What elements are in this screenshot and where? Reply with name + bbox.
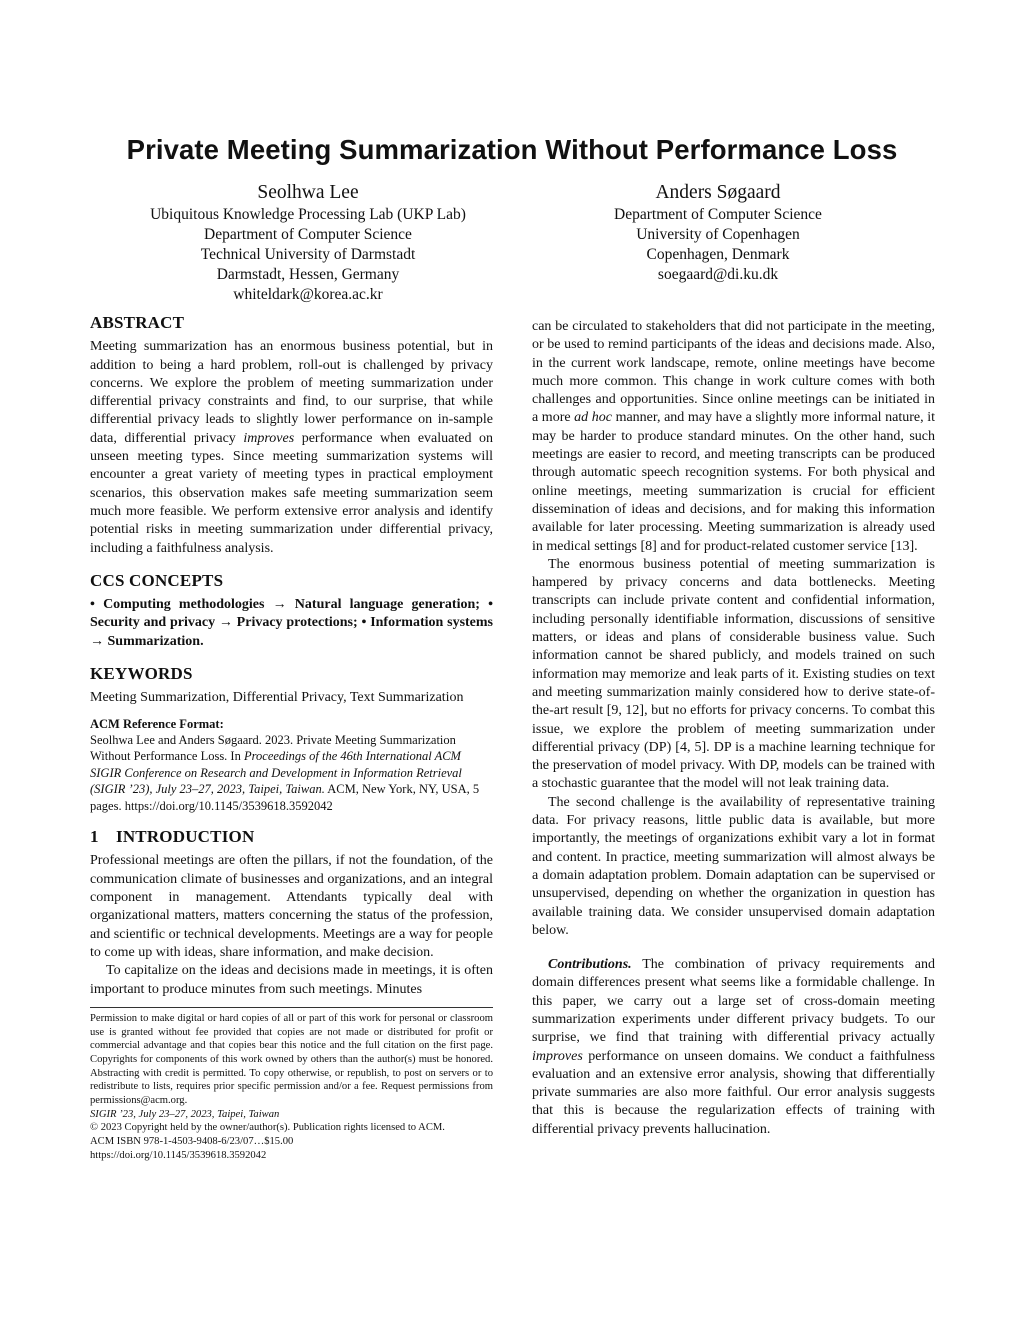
keywords-text: Meeting Summarization, Differential Privacy, Text Summarization	[90, 690, 464, 706]
reference-format-heading: ACM Reference Format:	[90, 716, 224, 731]
author-email: whiteldark@korea.ac.kr	[233, 286, 383, 303]
intro-paragraph-2-start: To capitalize on the ideas and decisions made in meetings, it is often important to produce minutes from such meetings. Minutes	[90, 963, 493, 997]
doi-link[interactable]: https://doi.org/10.1145/3539618.3592042	[90, 1149, 267, 1161]
intro-paragraph-3: The enormous business potential of meeting summarization is hampered by privacy concerns and data bottlenecks. Meeting transcripts can include private content and confidential information, including personally identifiable information, discussions of sensitive matters, or ideas and plans of considerable business value. Such information cannot be shared publicly, and models trained on such information may memorize and leak parts of it. Existing studies on text and meeting summarization mainly considered how to derive state-of-the-art result [9, 12], but no efforts for privacy concerns. To combat this issue, we explore the problem of meeting summarization under differential privacy (DP) [4, 5]. DP is a machine learning technique for the preservation of model privacy. With DP, models can be trained with a stochastic guarantee that the model will not leak training data.	[532, 556, 935, 792]
conference-info: SIGIR ’23, July 23–27, 2023, Taipei, Taiwan	[90, 1108, 280, 1120]
author-block-2	[498, 181, 938, 285]
author-affiliation: Ubiquitous Knowledge Processing Lab (UKP Lab)	[150, 206, 466, 223]
author-name: Seolhwa Lee	[257, 182, 359, 203]
contributions-paragraph: Contributions. The combination of privacy requirements and domain differences present what seems like a formidable challenge. In this paper, we carry out a large set of cross-domain meeting summarization experiments under different privacy budgets. To our surprise, we find that training with differential privacy actually improves performance on unseen domains. We conduct a faithfulness evaluation and an extensive error analysis, showing that differentially private summaries are also more faithful. Our error analysis suggests that this is because the regularization effects of training with differential privacy prevents hallucination.	[532, 957, 935, 1137]
author-affiliation: Department of Computer Science	[204, 226, 412, 243]
ccs-heading: CCS CONCEPTS	[90, 570, 224, 590]
abstract-heading: ABSTRACT	[90, 313, 185, 332]
author-email: soegaard@di.ku.dk	[657, 266, 779, 283]
author-affiliation: Darmstadt, Hessen, Germany	[216, 266, 400, 283]
author-affiliation: Technical University of Darmstadt	[200, 246, 416, 263]
left-column	[90, 314, 493, 1163]
author-affiliation: Department of Computer Science	[614, 206, 822, 223]
keywords-heading: KEYWORDS	[90, 664, 193, 684]
reference-format-text: Seolhwa Lee and Anders Søgaard. 2023. Private Meeting Summarization Without Performance Loss. In Proceedings of the 46th International ACM SIGIR Conference on Research and Development in Information Retrieval (SIGIR ’23), July 23–27, 2023, Taipei, Taiwan. ACM, New York, NY, USA, 5 pages. https://doi.org/10.1145/3539618.3592042	[90, 732, 480, 813]
intro-paragraph-4: The second challenge is the availability of representative training data. For privacy reasons, little public data is available, but more importantly, the meetings of organizations exhibit vary a lot in format and content. In practice, meeting summarization will almost always be a domain adaptation problem. Domain adaptation can be supervised or unsupervised, depending on whether the organization in question has available training data. We consider unsupervised domain adaptation below.	[532, 794, 935, 938]
permission-notice: Permission to make digital or hard copies of all or part of this work for personal or classroom use is granted without fee provided that copies are not made or distributed for profit or commercial advantage and that copies bear this notice and the full citation on the first page. Copyrights for components of this work owned by others than the author(s) must be honored. Abstracting with credit is permitted. To copy otherwise, or republish, to post on servers or to redistribute to lists, requires prior specific permission and/or a fee. Request permissions from permissions@acm.org.	[90, 1012, 493, 1107]
isbn: ACM ISBN 978-1-4503-9408-6/23/07…$15.00	[90, 1136, 294, 1148]
abstract-text: Meeting summarization has an enormous business potential, but in addition to being a hard problem, roll-out is challenged by privacy concerns. We explore the problem of meeting summarization under differential privacy constraints and find, to our surprise, that while differential privacy leads to slightly lower performance on in-sample data, differential privacy improves performance when evaluated on unseen meeting types. Since meeting summarization systems will encounter a great variety of meeting types in practical employment scenarios, this observation makes safe meeting summarization seem much more feasible. We perform extensive error analysis and identify potential risks in meeting summarization under differential privacy, including a faithfulness analysis.	[90, 339, 493, 556]
paper-title: Private Meeting Summarization Without Performance Loss	[126, 134, 898, 165]
copyright-notice: © 2023 Copyright held by the owner/author(s). Publication rights licensed to ACM.	[90, 1122, 445, 1134]
intro-paragraph-1: Professional meetings are often the pillars, if not the foundation, of the communication climate of businesses and organizations, and an integral component in management. Attendants typically deal with organizational matters, matters concerning the status of the profession, and scientific or technical developments. Meetings are a way for people to come up with ideas, share information, and make decision.	[90, 853, 493, 960]
author-block-1	[88, 181, 528, 305]
footnote-rule	[90, 1007, 493, 1008]
introduction-heading: 1 INTRODUCTION	[90, 827, 255, 847]
intro-paragraph-2-cont: can be circulated to stakeholders that did not participate in the meeting, or be used to remind participants of the ideas and decisions made. Also, in the current work landscape, remote, online meetings have become much more common. This change in work culture comes with both challenges and opportunities. Since online meetings can be initiated in a more ad hoc manner, and may have a slightly more informal nature, it may be harder to produce standard minutes. On the other hand, such meetings are easier to record, and meeting transcripts can be produced through automatic speech recognition systems. For both physical and online meetings, meeting summarization is crucial for efficient dissemination of ideas and decisions, and for making this information available for later processing. Meeting summarization is already used in medical settings [8] and for product-related customer service [13].	[532, 319, 936, 554]
author-name: Anders Søgaard	[655, 182, 781, 203]
author-affiliation: Copenhagen, Denmark	[646, 246, 790, 263]
author-affiliation: University of Copenhagen	[636, 226, 800, 243]
ccs-concepts: • Computing methodologies → Natural language generation; • Security and privacy → Privacy protections; • Information systems → Summarization.	[90, 597, 493, 649]
right-column	[532, 318, 935, 1139]
